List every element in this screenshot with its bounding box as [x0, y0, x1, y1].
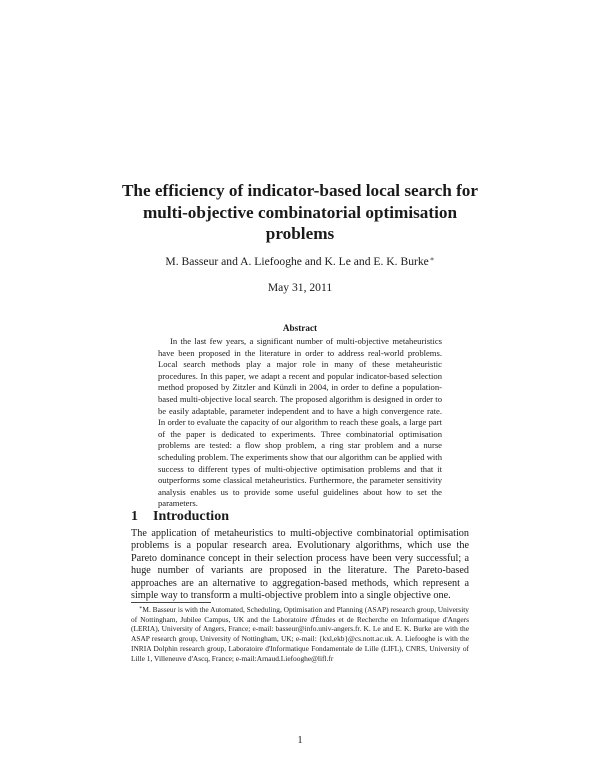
paper-title: The efficiency of indicator-based local search for multi-objective combinatorial optimisation problems: [121, 181, 479, 243]
section-heading: [131, 509, 229, 525]
introduction-text: The application of metaheuristics to multi-objective combinatorial optimisation problems is a popular research area. Evolutionary algorithms, which use the Pareto dominance concept in their selection process have been very successful; a huge number of variants are proposed in the literature. The Pareto-based approaches are an alternative to aggregation-based methods, which represent a simple way to transform a multi-objective problem into a single objective one.: [131, 528, 469, 602]
author-footnote-mark: ∗: [429, 255, 435, 263]
authors-text: M. Basseur and A. Liefooghe and K. Le and E. K. Burke: [165, 255, 429, 268]
abstract-heading: Abstract: [282, 323, 318, 333]
author-list: [100, 252, 500, 269]
footnote-mark: ∗: [139, 606, 143, 611]
page-number: 1: [297, 735, 303, 746]
footnote-text: M. Basseur is with the Automated, Scheduling, Optimisation and Planning (ASAP) research group, University of Nottingham, Jubilee Campus, UK and the Laboratoire d'Études et de Recherche en Informatique d'Angers (LERIA), University of Angers, France; e-mail: basseur@info.univ-angers.fr. K. Le and E. K. Burke are with the ASAP research group, University of Nottingham, UK; e-mail: {kxl,ekb}@cs.nott.ac.uk. A. Liefooghe is with the INRIA Dolphin research group, Laboratoire d'Informatique Fondamentale de Lille (LIFL), CNRS, University of Lille 1, Villeneuve d'Ascq, France; e-mail:Arnaud.Liefooghe@lifl.fr: [131, 605, 469, 663]
footnote-divider: [131, 602, 211, 603]
paper-date: May 31, 2011: [267, 281, 333, 294]
author-footnote: [131, 604, 469, 663]
abstract-text: In the last few years, a significant number of multi-objective metaheuristics have been proposed in the literature in order to address real-world problems. Local search methods play a major role in many of these metaheuristic procedures. In this paper, we adapt a recent and popular indicator-based selection method proposed by Zitzler and Künzli in 2004, in order to define a population-based multi-objective local search. The proposed algorithm is designed in order to be easily adaptable, parameter independent and to have a high convergence rate. In order to evaluate the capacity of our algorithm to reach these goals, a large part of the paper is dedicated to experiments. Three combinatorial optimisation problems are tested: a flow shop problem, a ring star problem and a nurse scheduling problem. The experiments show that our algorithm can be applied with success to different types of multi-objective optimisation problems and that it outperforms some classical metaheuristics. Furthermore, the parameter sensitivity analysis enables us to provide some useful guidelines about how to set the parameters.: [158, 336, 442, 509]
section-title: Introduction: [153, 509, 229, 524]
section-number: 1: [131, 509, 138, 524]
